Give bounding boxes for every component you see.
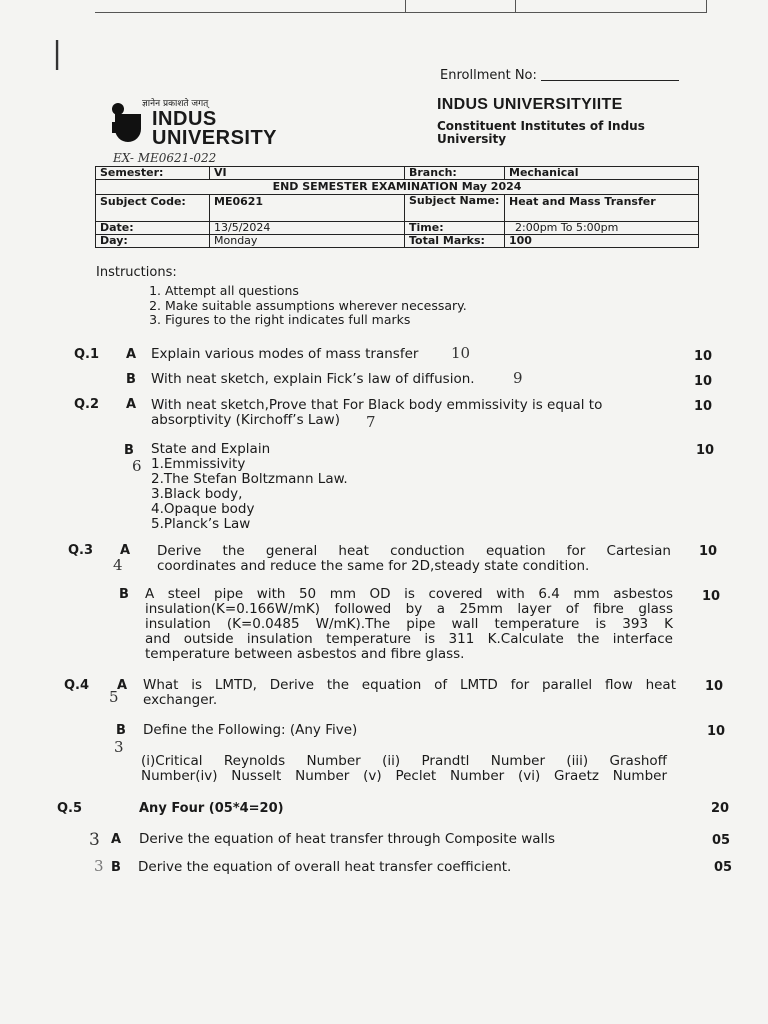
subquestion-label: B [111, 860, 121, 875]
list-item: 1. Attempt all questions [165, 284, 467, 299]
instructions-list [140, 284, 467, 328]
text-line: What is LMTD, Derive the equation of LMTD for parallel flow heat [143, 677, 676, 693]
border-tick [515, 0, 516, 12]
exam-title: END SEMESTER EXAMINATION May 2024 [96, 180, 699, 195]
question-text [151, 442, 348, 532]
branch-value: Mechanical [505, 167, 699, 180]
text-line: coordinates and reduce the same for 2D,steady state condition. [157, 558, 590, 574]
text-line: Derive the general heat conduction equation for Cartesian [157, 543, 671, 559]
handwritten-score: 7 [366, 413, 376, 431]
question-text [157, 544, 671, 574]
semester-value: VI [210, 167, 405, 180]
handwritten-score: 5 [109, 688, 119, 706]
date-label: Date: [96, 222, 210, 235]
marks: 20 [711, 801, 730, 816]
institute-name: INDUS UNIVERSITYIITE [437, 96, 623, 113]
list-item: 4.Opaque body [151, 501, 255, 517]
text-line: insulation(K=0.166W/mK) followed by a 25mm layer of fibre glass [145, 601, 673, 617]
text-line: A steel pipe with 50 mm OD is covered with 6.4 mm asbestos [145, 586, 673, 602]
table-row [96, 222, 699, 235]
subquestion-label: A [111, 832, 122, 847]
subquestion-label: B [119, 587, 129, 602]
enrollment-blank [541, 80, 679, 81]
top-border [95, 0, 707, 13]
logo-line-2: UNIVERSITY [152, 127, 278, 149]
subquestion-label: A [120, 543, 131, 558]
time-label: Time: [405, 222, 505, 235]
question-text [151, 398, 602, 428]
exam-info-table [95, 166, 699, 248]
marks: 10 [696, 443, 715, 458]
logo-text [152, 110, 277, 148]
marks: 10 [694, 399, 713, 414]
semester-label: Semester: [96, 167, 210, 180]
total-marks-label: Total Marks: [405, 235, 505, 248]
logo-motto: ज्ञानेन प्रकाशते जगत् [142, 99, 209, 109]
table-row [96, 195, 699, 222]
margin-mark: | [52, 36, 63, 71]
list-item: 3.Black body, [151, 486, 243, 502]
text-line: temperature between asbestos and fibre glass. [145, 646, 465, 662]
total-marks-value: 100 [505, 235, 699, 248]
handwritten-score: 3 [114, 738, 124, 756]
day-value: Monday [210, 235, 405, 248]
marks: 10 [699, 544, 718, 559]
handwritten-score: 10 [451, 344, 471, 362]
subquestion-label: B [116, 723, 126, 738]
text-line: (i)Critical Reynolds Number (ii) Prandtl Number (iii) Grashoff [141, 753, 667, 769]
question-title: Define the Following: (Any Five) [143, 722, 358, 738]
question-text [141, 754, 667, 784]
date-value: 13/5/2024 [210, 222, 405, 235]
question-number: Q.3 [68, 543, 94, 558]
institute-subtitle: Constituent Institutes of Indus University [437, 119, 645, 146]
table-row [96, 167, 699, 180]
question-text: Derive the equation of heat transfer through Composite walls [139, 831, 556, 847]
subject-name-label: Subject Name: [405, 195, 505, 222]
text-line: Number(iv) Nusselt Number (v) Peclet Number (vi) Graetz Number [141, 768, 667, 784]
text-line: exchanger. [143, 692, 218, 708]
marks: 10 [707, 724, 726, 739]
text-line: With neat sketch,Prove that For Black body emmissivity is equal to [151, 397, 603, 413]
question-text: With neat sketch, explain Fick’s law of diffusion. [151, 371, 475, 387]
subject-name-value: Heat and Mass Transfer [505, 195, 699, 222]
text-line: and outside insulation temperature is 311 K.Calculate the interface [145, 631, 673, 647]
question-number: Q.2 [74, 397, 100, 412]
subquestion-label: A [126, 347, 137, 362]
marks: 10 [694, 349, 713, 364]
question-text: Derive the equation of overall heat transfer coefficient. [138, 859, 512, 875]
handwritten-score: 9 [513, 369, 523, 387]
border-tick [405, 0, 406, 12]
question-number: Q.5 [57, 801, 83, 816]
question-text [143, 678, 676, 708]
marks: 10 [702, 589, 721, 604]
logo-line-1: INDUS [152, 108, 217, 130]
text-line: absorptivity (Kirchoff’s Law) [151, 412, 340, 428]
marks: 05 [712, 833, 731, 848]
subject-code-value: ME0621 [210, 195, 405, 222]
marks: 05 [714, 860, 733, 875]
handwritten-score: 6 [132, 457, 142, 475]
border-tick [706, 0, 707, 12]
shield-icon [115, 114, 141, 142]
list-item: 3. Figures to the right indicates full marks [165, 313, 467, 328]
question-number: Q.4 [64, 678, 90, 693]
subquestion-label: B [124, 443, 134, 458]
subquestion-label: B [126, 372, 136, 387]
list-item: 1.Emmissivity [151, 456, 246, 472]
table-row [96, 235, 699, 248]
table-row [96, 180, 699, 195]
enrollment-label: Enrollment No: [440, 68, 537, 83]
question-text [145, 587, 673, 662]
list-item: 2. Make suitable assumptions wherever necessary. [165, 299, 467, 314]
marks: 10 [694, 374, 713, 389]
subquestion-label: A [126, 397, 137, 412]
institute-block [437, 96, 687, 146]
handwritten-score: 4 [113, 556, 123, 574]
text-line: State and Explain [151, 441, 271, 457]
subquestion-label: A [117, 678, 128, 693]
handwritten-code: EX- ME0621-022 [113, 151, 217, 165]
question-text: Explain various modes of mass transfer [151, 346, 419, 362]
subject-code-label: Subject Code: [96, 195, 210, 222]
question-title: Any Four (05*4=20) [139, 801, 284, 816]
day-label: Day: [96, 235, 210, 248]
handwritten-score: 3 [89, 830, 100, 850]
question-number: Q.1 [74, 347, 100, 362]
marks: 10 [705, 679, 724, 694]
text-line: insulation (K=0.0485 W/mK).The pipe wall temperature is 393 K [145, 616, 673, 632]
instructions-heading: Instructions: [96, 265, 177, 280]
list-item: 5.Planck’s Law [151, 516, 251, 532]
enrollment-field [440, 68, 679, 83]
time-value: 2:00pm To 5:00pm [505, 222, 699, 235]
list-item: 2.The Stefan Boltzmann Law. [151, 471, 348, 487]
handwritten-score: 3 [94, 857, 104, 875]
branch-label: Branch: [405, 167, 505, 180]
